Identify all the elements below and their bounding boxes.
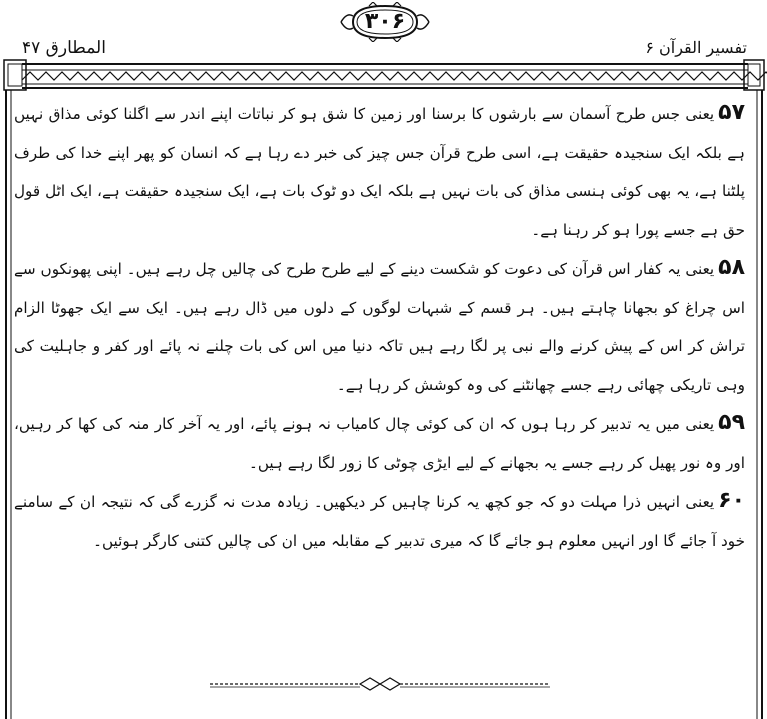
note-text: یعنی یہ کفار اس قرآن کی دعوت کو شکست دینے کے لیے طرح طرح کی چالیں چل رہے ہیں۔ اپنی پھونکوں سے اس چراغ کو بجھانا چاہتے ہیں۔ ہر قسم کے شبہات لوگوں کے دلوں میں ڈال رہے ہیں۔ ایک سے ایک جھوٹا الزام تراش کر اس کے پیش کرنے والے نبی پر لگا رہے ہیں تاکہ دنیا میں اس کی بات چلنے نہ پائے اور کفر و جاہلیت کی وہی تاریکی چھائی رہے جسے چھانٹنے کی وہ کوشش کر رہا ہے۔ [14, 260, 745, 394]
note-number: ۵۸ [718, 255, 745, 280]
note-59 [14, 404, 753, 482]
divider-ornament-icon [210, 676, 550, 692]
note-57 [14, 94, 753, 249]
note-number: ۵۷ [718, 100, 745, 125]
note-60 [14, 482, 753, 560]
note-number: ۵۹ [718, 410, 745, 435]
tafsir-notes [14, 94, 753, 650]
note-text: یعنی انہیں ذرا مہلت دو کہ جو کچھ یہ کرنا چاہیں کر دیکھیں۔ زیادہ مدت نہ گزرے گی کہ نتیجہ ان کے سامنے خود آ جائے گا اور انہیں معلوم ہو جائے گا کہ میری تدبیر کے مقابلہ میں ان کی چالیں کتنی کارگر ہوئیں۔ [14, 493, 745, 550]
page-number: ۳۰۶ [364, 9, 406, 34]
book-title-right: تفسیر القرآن ۶ [645, 38, 747, 57]
note-number: ۶۰ [718, 488, 745, 513]
surah-title-left: المطارق ۴۷ [22, 38, 106, 58]
note-58 [14, 249, 753, 404]
note-text: یعنی جس طرح آسمان سے بارشوں کا برسنا اور زمین کا شق ہو کر نباتات اپنے اندر سے اگلنا کوئی مذاق نہیں ہے بلکہ ایک سنجیدہ حقیقت ہے، اسی طرح قرآن جس چیز کی خبر دے رہا ہے کہ انسان کو پھر اپنے خدا کی طرف پلٹنا ہے، یہ بھی کوئی ہنسی مذاق کی بات نہیں ہے بلکہ ایک دو ٹوک بات ہے، ایک سنجیدہ حقیقت ہے، ایک اٹل قول حق ہے جسے پورا ہو کر رہنا ہے۔ [14, 105, 745, 239]
note-text: یعنی میں یہ تدبیر کر رہا ہوں کہ ان کی کوئی چال کامیاب نہ ہونے پائے، اور یہ آخر کار منہ کی کھا کر رہیں، اور وہ نور پھیل کر رہے جسے یہ بجھانے کے لیے ایڑی چوٹی کا زور لگا رہے ہیں۔ [14, 415, 745, 472]
